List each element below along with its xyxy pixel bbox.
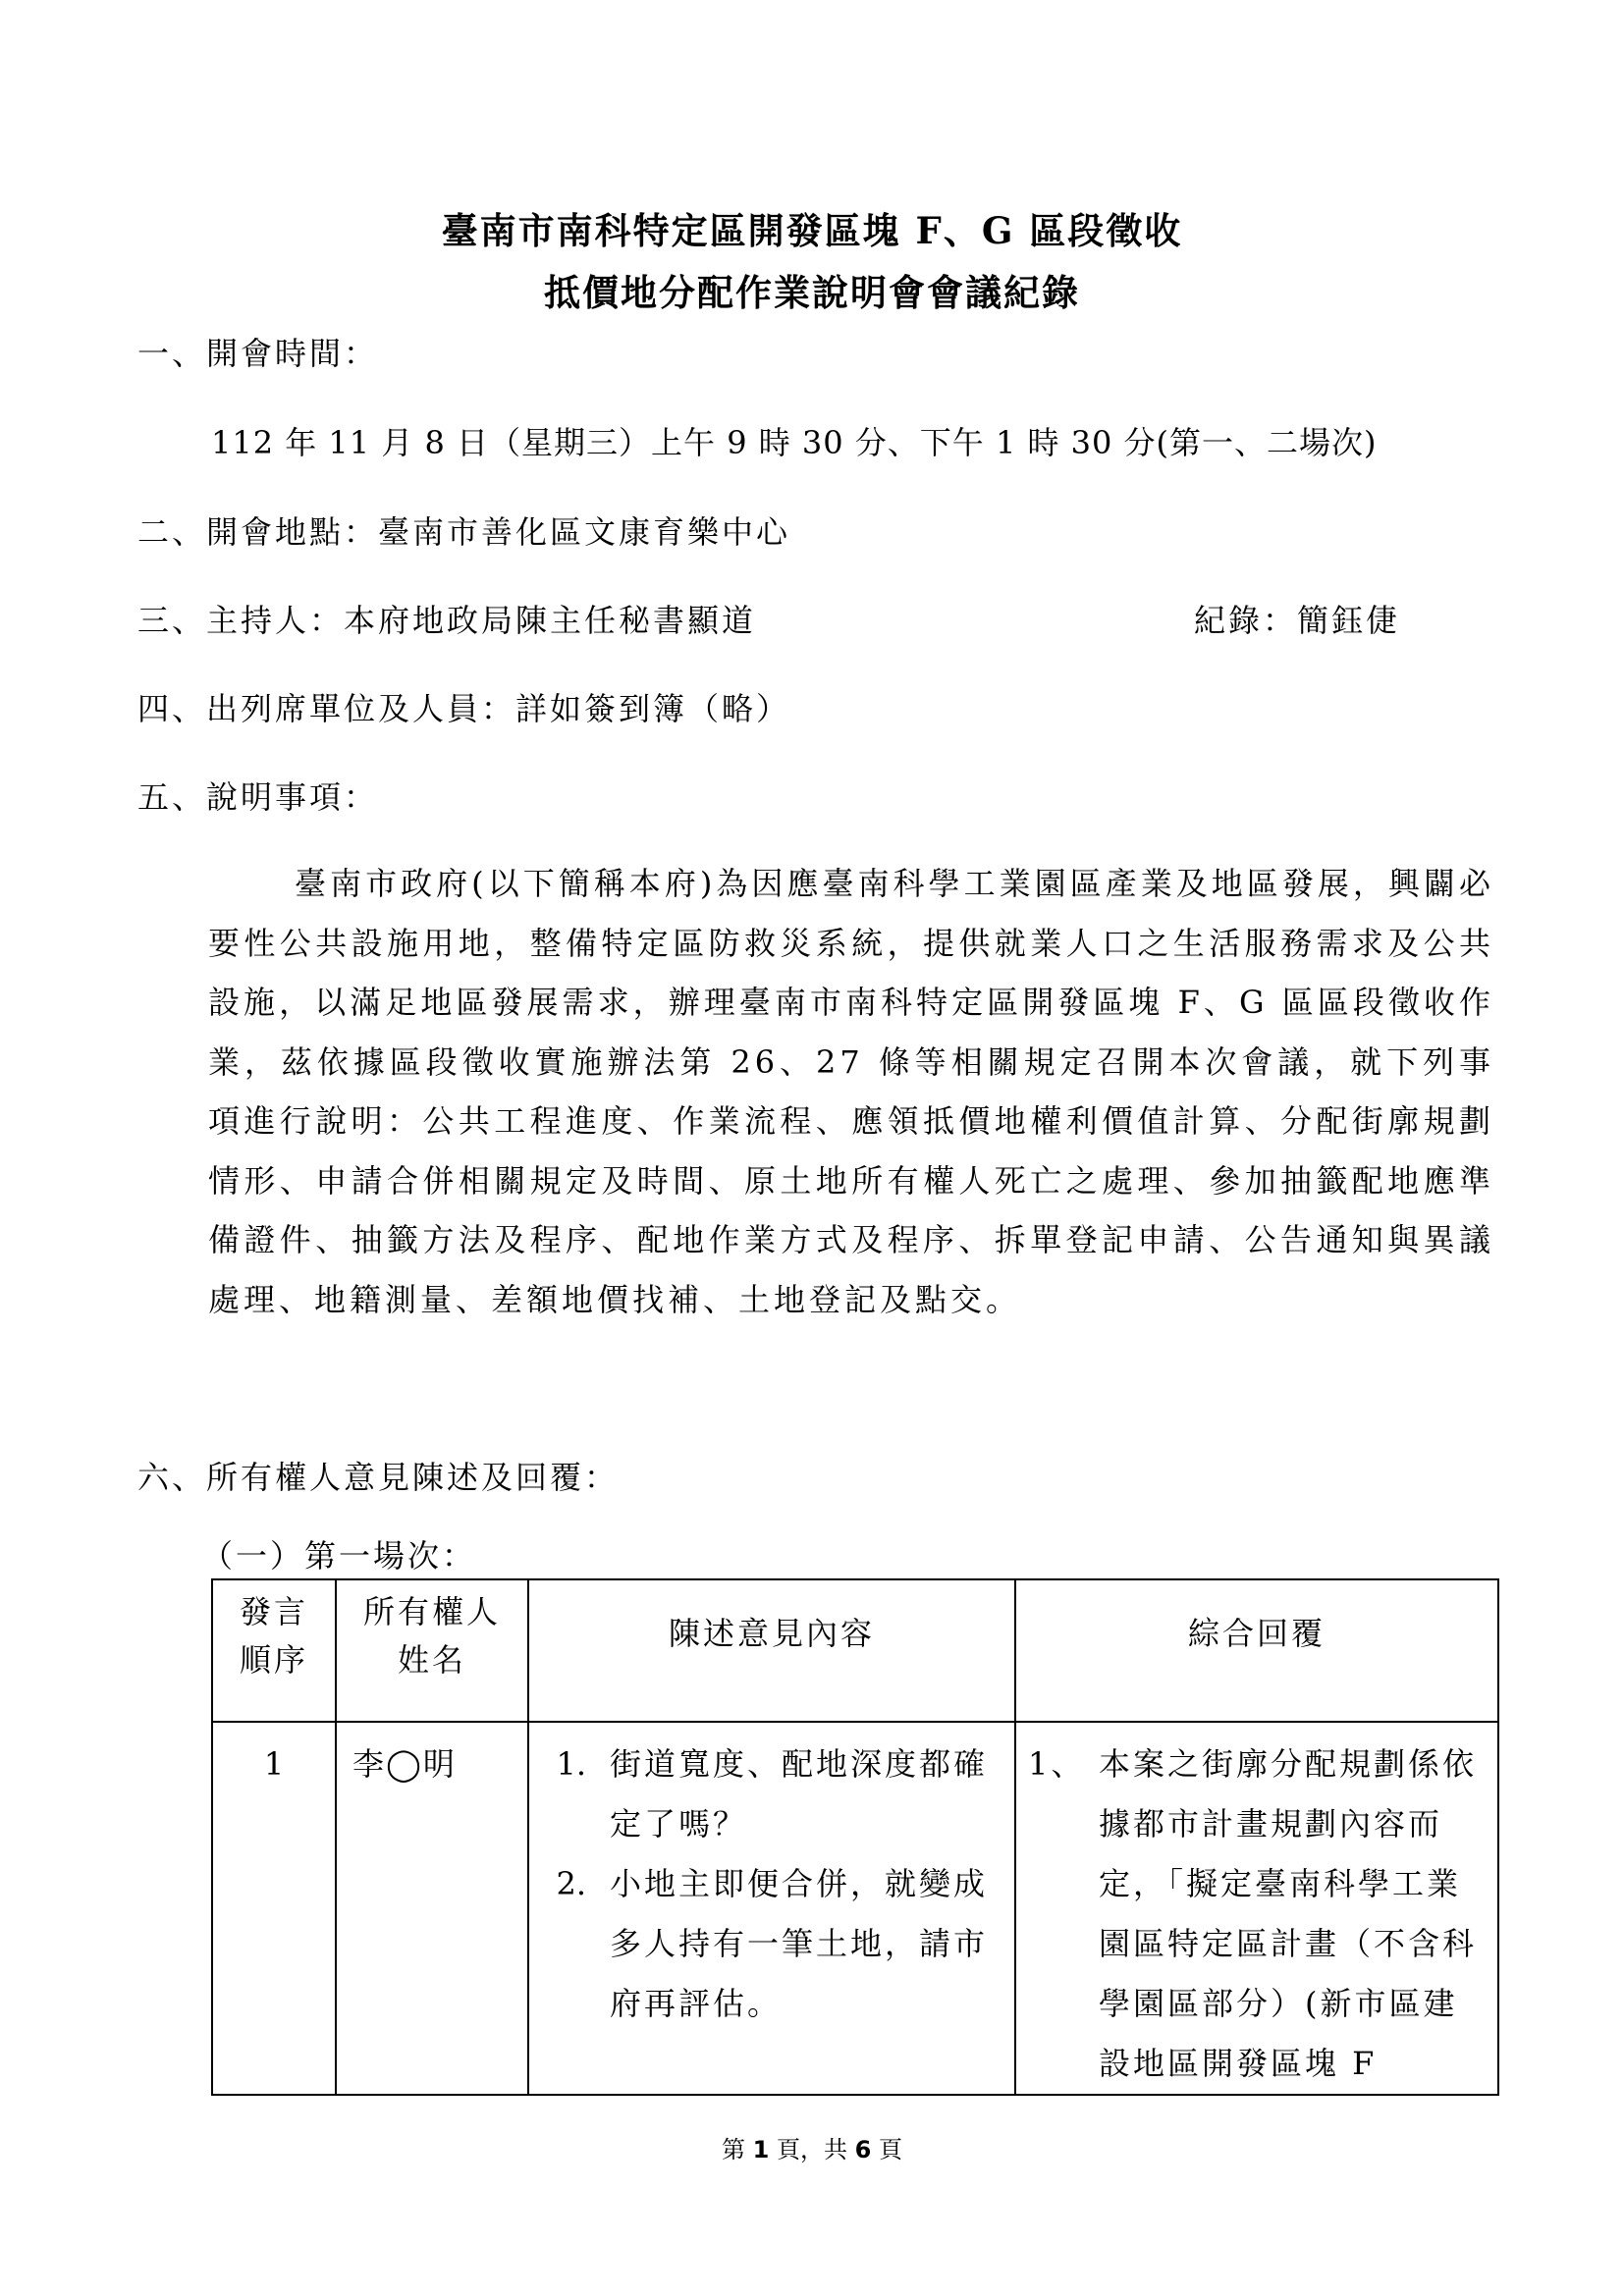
footer-middle: 頁，共 (769, 2136, 855, 2163)
footer-page-number: 1 (752, 2136, 770, 2163)
header-reply: 綜合回覆 (1015, 1579, 1498, 1722)
meeting-recorder: 紀錄：簡鈺倢 (1194, 602, 1401, 639)
row-order: 1 (212, 1722, 336, 2095)
header-owner (336, 1579, 528, 1722)
opinion-item-text: 小地主即便合併，就變成多人持有一筆土地，請市府再評估。 (610, 1865, 989, 2022)
document-title-line1: 臺南市南科特定區開發區塊 F、G 區段徵收 (441, 209, 1183, 252)
document-title-line2: 抵價地分配作業說明會會議紀錄 (544, 271, 1080, 314)
header-owner-line1: 所有權人 (362, 1593, 501, 1630)
reply-number: 1、 (1028, 1745, 1086, 1783)
header-order-line2: 順序 (239, 1641, 308, 1679)
table-row (212, 1722, 1498, 2095)
footer-suffix: 頁 (871, 2136, 902, 2163)
meeting-time-label: 一、開會時間： (137, 335, 379, 372)
footer-prefix: 第 (722, 2136, 753, 2163)
explanation-heading: 五、說明事項： (137, 778, 379, 816)
meeting-time-value: 112 年 11 月 8 日（星期三）上午 9 時 30 分、下午 1 時 30 分(第一、二場次) (211, 424, 1378, 461)
opinions-table (211, 1578, 1499, 2096)
header-order-line1: 發言 (239, 1593, 308, 1630)
meeting-attendees: 四、出列席單位及人員：詳如簽到簿（略） (137, 690, 791, 727)
table-header-row (212, 1579, 1498, 1722)
explanation-body (208, 854, 1494, 1329)
header-order (212, 1579, 336, 1722)
reply-text: 本案之街廓分配規劃係依據都市計畫規劃內容而定，「擬定臺南科學工業園區特定區計畫（不含科學園區部分）(新市區建設地區開發區塊 F (1099, 1745, 1478, 2082)
footer-total-pages: 6 (854, 2136, 872, 2163)
session-label: （一）第一場次： (201, 1537, 477, 1575)
opinion-item-text: 街道寬度、配地深度都確定了嗎？ (610, 1745, 989, 1842)
row-reply (1015, 1722, 1498, 2095)
meeting-place: 二、開會地點：臺南市善化區文康育樂中心 (137, 513, 791, 551)
opinion-item (529, 1735, 1002, 1854)
row-owner-name: 李◯明 (336, 1722, 528, 2095)
explanation-text: 臺南市政府(以下簡稱本府)為因應臺南科學工業園區產業及地區發展，興闢必要性公共設施用地，整備特定區防救災系統，提供就業人口之生活服務需求及公共設施，以滿足地區發展需求，辦理臺南市南科特定區開發區塊 F、G 區區段徵收作業，茲依據區段徵收實施辦法第 26、27 條等相關規定召開本次會議，就下列事項進行說明：公共工程進度、作業流程、應領抵價地權利價值計算、分配街廓規劃情形、申請合併相關規定及時間、原土地所有權人死亡之處理、參加抽籤配地應準備證件、抽籤方法及程序、配地作業方式及程序、拆單登記申請、公告通知與異議處理、地籍測量、差額地價找補、土地登記及點交。 (208, 865, 1494, 1318)
row-content (528, 1722, 1015, 2095)
opinions-heading: 六、所有權人意見陳述及回覆： (137, 1459, 620, 1496)
page-footer (0, 2130, 1624, 2164)
opinion-item-number: 2. (556, 1865, 586, 1902)
opinion-item (529, 1854, 1002, 2034)
header-owner-line2: 姓名 (397, 1641, 466, 1679)
meeting-host: 三、主持人：本府地政局陳主任秘書顯道 (137, 602, 757, 639)
opinion-item-number: 1. (556, 1745, 586, 1783)
header-content: 陳述意見內容 (528, 1579, 1015, 1722)
